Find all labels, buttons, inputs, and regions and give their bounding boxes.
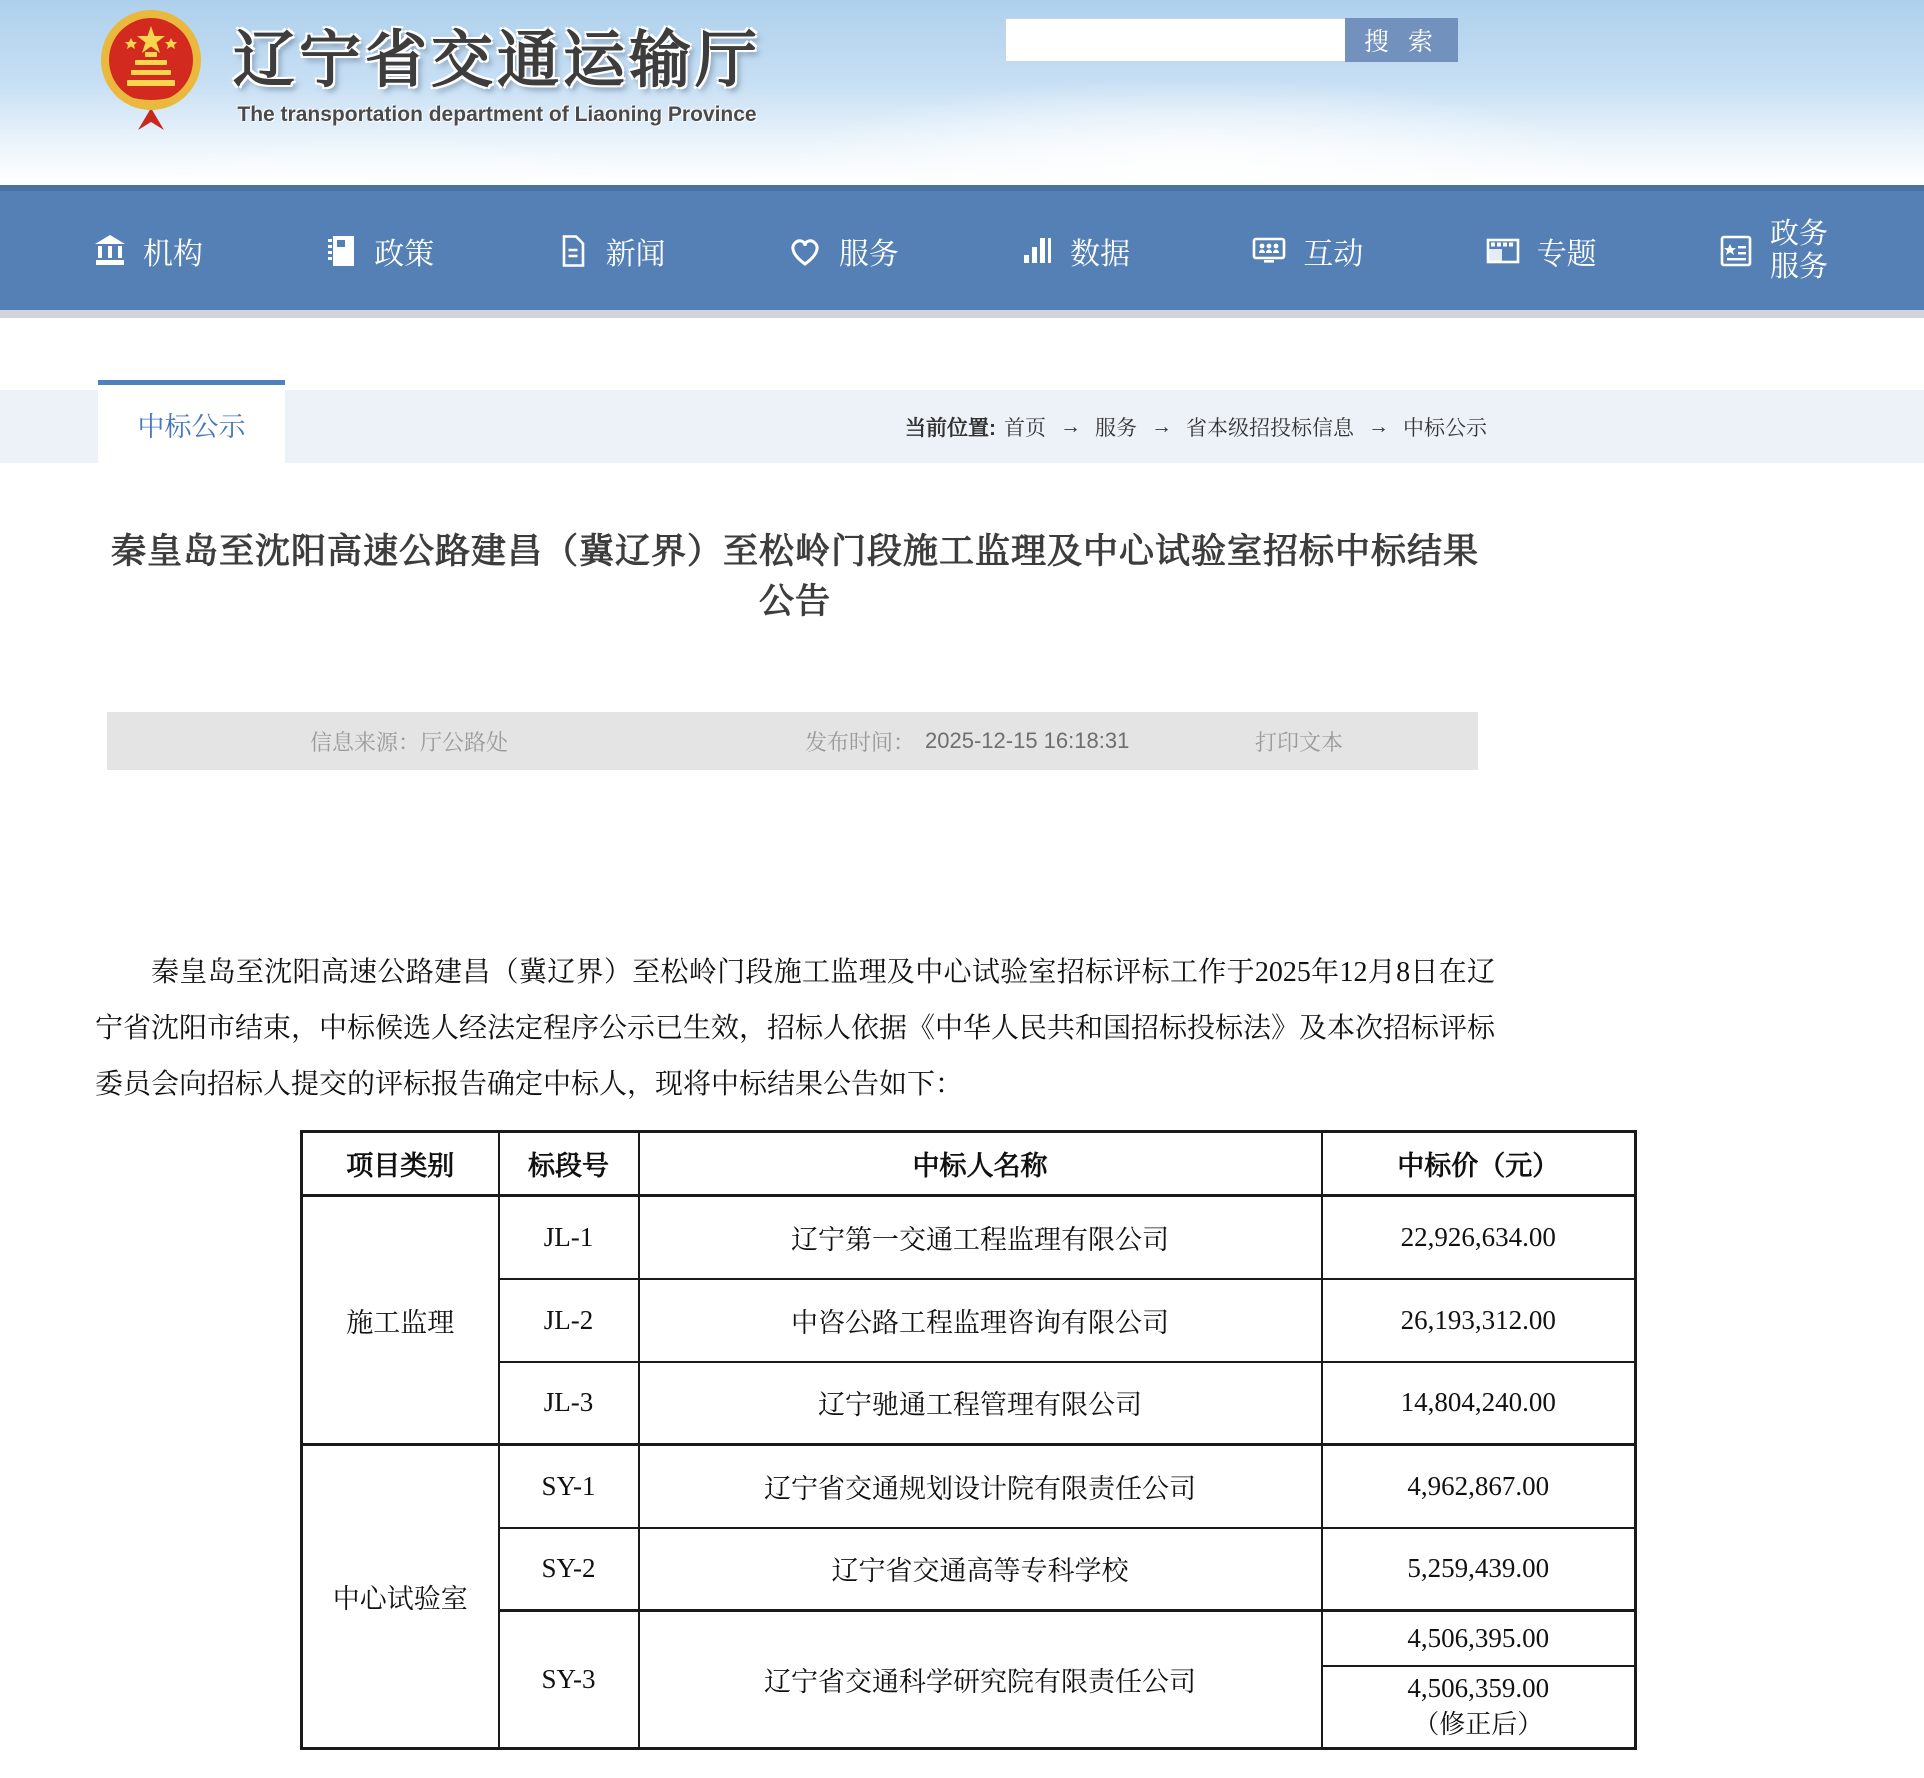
tab-win-bid-announcement[interactable] (98, 380, 285, 463)
table-row (302, 1362, 1636, 1445)
winning-price-original: 4,506,395.00 (1322, 1611, 1636, 1666)
winning-price: 5,259,439.00 (1322, 1528, 1636, 1611)
nav-item-label: 机构 (143, 237, 203, 271)
nav-item-label: 政策 (374, 237, 435, 271)
category-central-lab: 中心试验室 (302, 1445, 499, 1749)
winner-name: 辽宁省交通高等专科学校 (639, 1528, 1322, 1611)
nav-item-label: 互动 (1303, 237, 1364, 271)
nav-item-news[interactable] (555, 229, 666, 273)
nav-item-label: 政务服务 (1769, 217, 1828, 283)
national-emblem-logo (100, 4, 202, 132)
heart-icon (786, 233, 824, 269)
tab-label: 中标公示 (137, 411, 246, 442)
col-header-winner: 中标人名称 (639, 1132, 1322, 1196)
breadcrumb-arrow-icon: → (1151, 414, 1172, 438)
nav-item-label: 数据 (1070, 237, 1131, 271)
book-icon (323, 233, 359, 269)
winning-price: 22,926,634.00 (1322, 1196, 1636, 1279)
table-row (302, 1196, 1636, 1279)
article-paragraph: 秦皇岛至沈阳高速公路建昌（冀辽界）至松岭门段施工监理及中心试验室招标评标工作于2025年12月8日在辽宁省沈阳市结束，中标候选人经法定程序公示已生效，招标人依据《中华人民共和国招标投标法》及本次招标评标委员会向招标人提交的评标报告确定中标人，现将中标结果公告如下： (95, 957, 1496, 1100)
winner-name: 中咨公路工程监理咨询有限公司 (639, 1279, 1322, 1362)
nav-item-label: 服务 (838, 237, 899, 271)
winning-price: 4,962,867.00 (1322, 1445, 1636, 1528)
section-id: JL-3 (499, 1362, 639, 1445)
nav-item-topics[interactable] (1484, 229, 1597, 273)
bar-chart-icon (1019, 233, 1055, 269)
article-source (310, 712, 508, 770)
winning-price-corrected (1322, 1666, 1636, 1749)
article-publish-time (805, 712, 1129, 770)
site-header (0, 0, 1924, 185)
nav-item-gov-services[interactable] (1717, 218, 1836, 284)
monitor-icon (1250, 233, 1288, 269)
corrected-price-value: 4,506,359.00 (1407, 1672, 1550, 1703)
table-row (302, 1611, 1636, 1666)
winner-name: 辽宁驰通工程管理有限公司 (639, 1362, 1322, 1445)
section-id: JL-2 (499, 1279, 639, 1362)
search-button[interactable]: 搜 索 (1345, 18, 1458, 62)
col-header-price: 中标价（元） (1322, 1132, 1636, 1196)
site-title-block (232, 10, 762, 127)
nav-divider (0, 310, 1924, 318)
publish-label: 发布时间： (805, 729, 916, 755)
bid-result-table (300, 1130, 1637, 1750)
nav-item-data[interactable] (1019, 229, 1130, 273)
nav-item-services[interactable] (786, 229, 899, 273)
film-icon (1484, 233, 1522, 269)
section-id: JL-1 (499, 1196, 639, 1279)
publish-time-value: 2025-12-15 16:18:31 (925, 728, 1130, 753)
source-value: 厅公路处 (420, 729, 509, 755)
breadcrumb-item-home[interactable]: 首页 (1004, 416, 1046, 440)
section-id: SY-2 (499, 1528, 639, 1611)
winning-price: 14,804,240.00 (1322, 1362, 1636, 1445)
table-row (302, 1528, 1636, 1611)
category-supervision: 施工监理 (302, 1196, 499, 1445)
tab-strip (0, 390, 1924, 463)
breadcrumb-item-bidding-info[interactable]: 省本级招投标信息 (1186, 416, 1354, 440)
main-nav (0, 185, 1924, 310)
search-bar (1005, 18, 1458, 62)
bank-icon (92, 233, 128, 269)
nav-item-orgs[interactable] (92, 229, 203, 273)
breadcrumb-prefix: 当前位置: (905, 416, 996, 440)
section-id: SY-3 (499, 1611, 639, 1749)
winning-price: 26,193,312.00 (1322, 1279, 1636, 1362)
breadcrumb (905, 390, 1487, 463)
print-link[interactable]: 打印文本 (1255, 729, 1344, 755)
winner-name: 辽宁第一交通工程监理有限公司 (639, 1196, 1322, 1279)
star-doc-icon (1717, 233, 1755, 269)
article (0, 527, 1924, 1750)
nav-item-policy[interactable] (323, 229, 434, 273)
col-header-section: 标段号 (499, 1132, 639, 1196)
corrected-note: （修正后） (1413, 1709, 1544, 1739)
table-header-row (302, 1132, 1636, 1196)
table-row (302, 1279, 1636, 1362)
table-row (302, 1445, 1636, 1528)
winner-name: 辽宁省交通科学研究院有限责任公司 (639, 1611, 1322, 1749)
nav-item-label: 新闻 (605, 237, 666, 271)
nav-item-interaction[interactable] (1250, 229, 1363, 273)
news-doc-icon (555, 233, 591, 269)
breadcrumb-arrow-icon: → (1060, 414, 1081, 438)
article-meta-bar (107, 712, 1478, 770)
col-header-category: 项目类别 (302, 1132, 499, 1196)
source-label: 信息来源： (310, 729, 421, 755)
site-title: 辽宁省交通运输厅 (232, 26, 761, 95)
winner-name: 辽宁省交通规划设计院有限责任公司 (639, 1445, 1322, 1528)
breadcrumb-arrow-icon: → (1368, 414, 1389, 438)
breadcrumb-item-services[interactable]: 服务 (1095, 416, 1137, 440)
breadcrumb-item-current[interactable]: 中标公示 (1403, 416, 1487, 440)
search-input[interactable] (1005, 18, 1345, 62)
page-title: 秦皇岛至沈阳高速公路建昌（冀辽界）至松岭门段施工监理及中心试验室招标中标结果公告 (110, 532, 1479, 621)
site-subtitle: The transportation department of Liaoning Province (237, 103, 757, 126)
section-id: SY-1 (499, 1445, 639, 1528)
nav-item-label: 专题 (1536, 237, 1597, 271)
